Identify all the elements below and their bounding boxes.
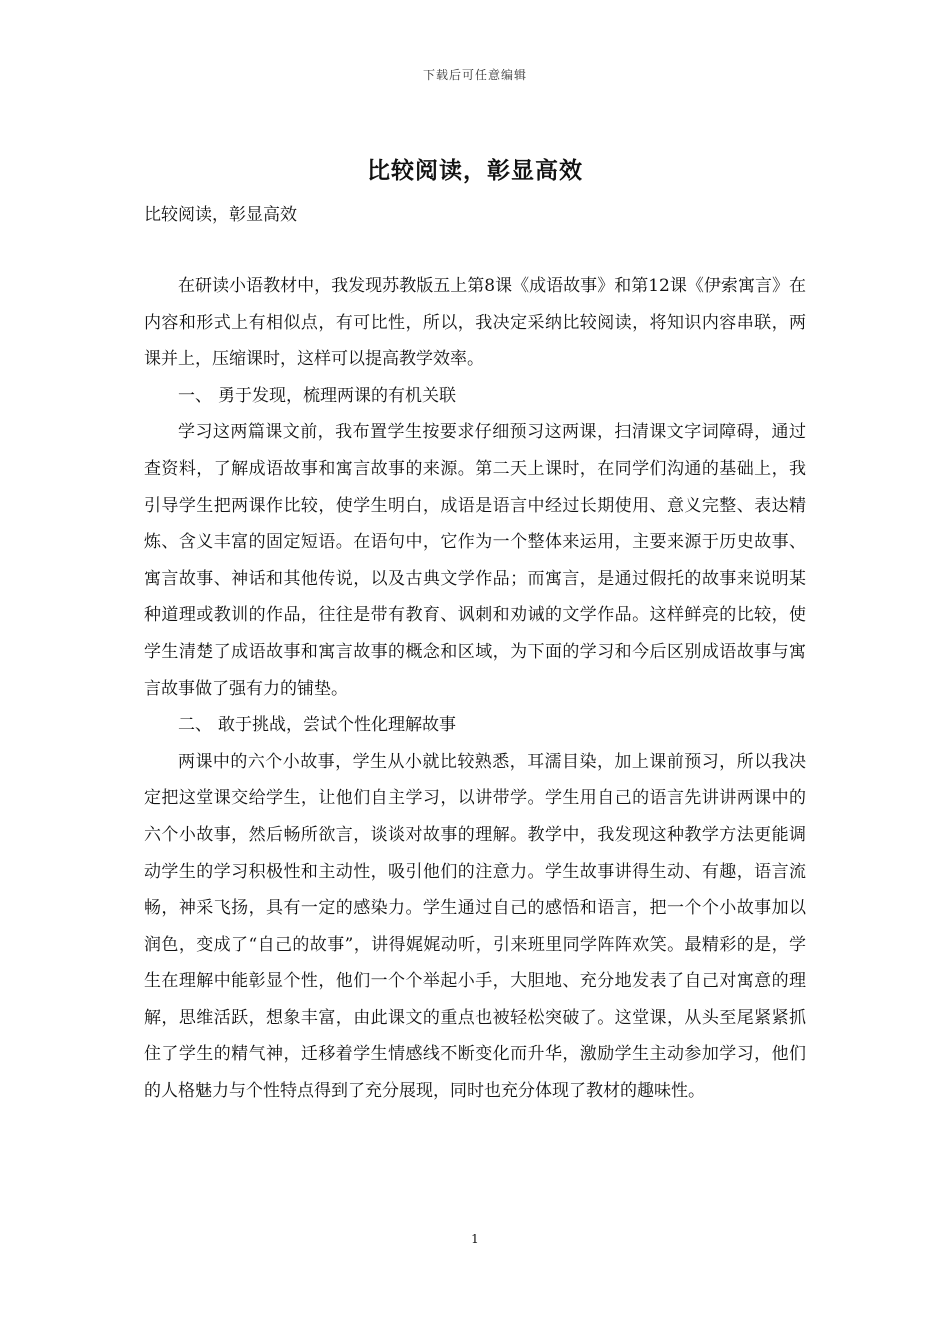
section-heading-text: 勇于发现，梳理两课的有机关联: [218, 385, 456, 406]
page-number: 1: [471, 1232, 479, 1246]
section-number: 一、: [178, 385, 212, 406]
section-heading-1: [144, 378, 806, 415]
document-title: 比较阅读，彰显高效: [367, 157, 583, 184]
document-subtitle: 比较阅读，彰显高效: [144, 205, 297, 225]
document-body: [144, 268, 806, 1110]
paragraph-section-1: 学习这两篇课文前，我布置学生按要求仔细预习这两课，扫清课文字词障碍，通过查资料，了解成语故事和寓言故事的来源。第二天上课时，在同学们沟通的基础上，我引导学生把两课作比较，使学生明白，成语是语言中经过长期使用、意义完整、表达精炼、含义丰富的固定短语。在语句中，它作为一个整体来运用，主要来源于历史故事、寓言故事、神话和其他传说，以及古典文学作品；而寓言，是通过假托的故事来说明某种道理或教训的作品，往往是带有教育、讽刺和劝诫的文学作品。这样鲜亮的比较，使学生清楚了成语故事和寓言故事的概念和区域，为下面的学习和今后区别成语故事与寓言故事做了强有力的铺垫。: [144, 422, 806, 699]
section-number: 二、: [178, 715, 212, 736]
paragraph-intro: 在研读小语教材中，我发现苏教版五上第8课《成语故事》和第12课《伊索寓言》在内容和形式上有相似点，有可比性，所以，我决定采纳比较阅读，将知识内容串联，两课并上，压缩课时，这样可以提高教学效率。: [144, 276, 806, 370]
section-heading-text: 敢于挑战，尝试个性化理解故事: [218, 715, 456, 736]
header-note: 下载后可任意编辑: [422, 68, 527, 82]
paragraph-section-2: 两课中的六个小故事，学生从小就比较熟悉，耳濡目染，加上课前预习，所以我决定把这堂课交给学生，让他们自主学习，以讲带学。学生用自己的语言先讲讲两课中的六个小故事，然后畅所欲言，谈谈对故事的理解。教学中，我发现这种教学方法更能调动学生的学习积极性和主动性，吸引他们的注意力。学生故事讲得生动、有趣，语言流畅，神采飞扬，具有一定的感染力。学生通过自己的感悟和语言，把一个个小故事加以润色，变成了“自己的故事”，讲得娓娓动听，引来班里同学阵阵欢笑。最精彩的是，学生在理解中能彰显个性，他们一个个举起小手，大胆地、充分地发表了自己对寓意的理解，思维活跃，想象丰富，由此课文的重点也被轻松突破了。这堂课，从头至尾紧紧抓住了学生的精气神，迁移着学生情感线不断变化而升华，激励学生主动参加学习，他们的人格魅力与个性特点得到了充分展现，同时也充分体现了教材的趣味性。: [144, 751, 806, 1102]
section-heading-2: [144, 707, 806, 744]
